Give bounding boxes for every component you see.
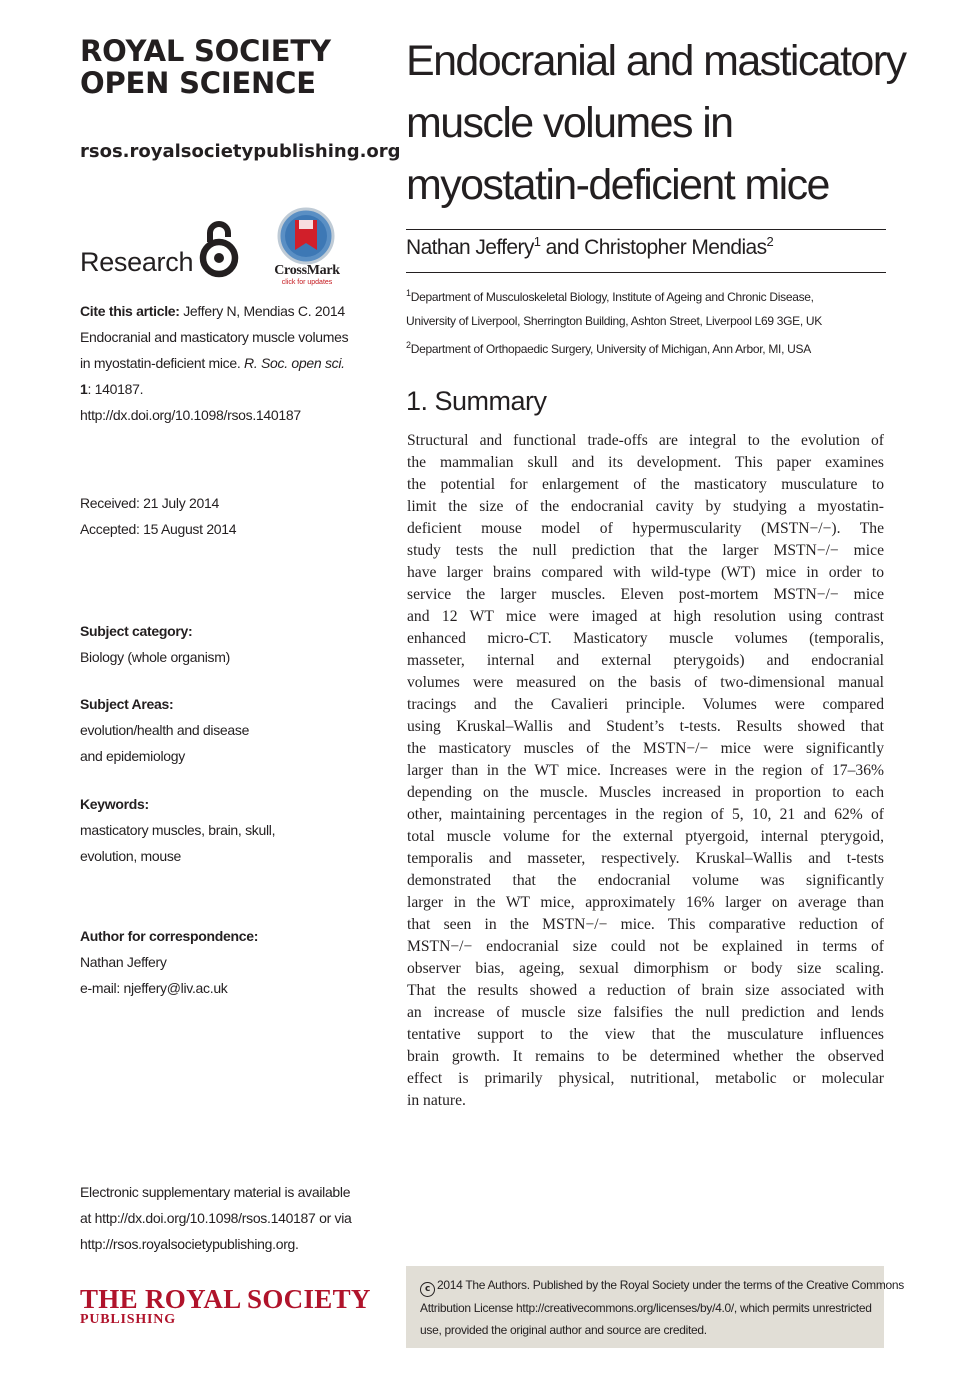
summary-line: the mammalian skull and its development. This paper examines xyxy=(407,454,884,471)
license-box xyxy=(406,1266,904,1348)
supplementary-note xyxy=(80,1179,352,1257)
affiliation-marker: 1 xyxy=(406,288,411,298)
open-access-lock-icon xyxy=(196,220,242,278)
author-name: Nathan Jeffery xyxy=(406,236,534,259)
license-line2[interactable]: Attribution License http://creativecommons.org/licenses/by/4.0/, which permits unrestricted xyxy=(420,1301,872,1315)
summary-line: Structural and functional trade-offs are integral to the evolution of xyxy=(407,432,884,449)
summary-line: tentative support to the view that the musculature influences xyxy=(407,1026,884,1043)
affiliation-marker: 2 xyxy=(406,340,411,350)
summary-line: depending on the muscle. Muscles increased in proportion to each xyxy=(407,784,884,801)
summary-line: larger in the WT mice, approximately 16% larger on average than xyxy=(407,894,884,911)
article-title xyxy=(406,30,906,216)
keywords-label: Keywords: xyxy=(80,796,149,812)
summary-line: and 12 WT mice were imaged at high resolution using contrast xyxy=(407,608,884,625)
journal-name-line1: ROYAL SOCIETY xyxy=(80,34,331,68)
correspondence-email-link[interactable]: njeffery@liv.ac.uk xyxy=(123,980,228,996)
correspondence-name: Nathan Jeffery xyxy=(80,954,167,970)
summary-line: MSTN−/− endocranial size could not be explained in terms of xyxy=(407,938,884,955)
summary-line: brain growth. It remains to be determined whether the observed xyxy=(407,1048,884,1065)
cite-volume: 1 xyxy=(80,381,88,397)
summary-line: other, maintaining percentages in the region of 5, 10, 21 and 62% of xyxy=(407,806,884,823)
summary-line: observer bias, ageing, sexual dimorphism or body size scaling. xyxy=(407,960,884,977)
email-label: e-mail: xyxy=(80,980,124,996)
license-line1: 2014 The Authors. Published by the Royal Society under the terms of the Creative Commons xyxy=(437,1278,904,1292)
title-line3: myostatin-deficient mice xyxy=(406,161,829,209)
summary-line: using Kruskal–Wallis and Student’s t-tests. Results showed that xyxy=(407,718,884,735)
cite-label: Cite this article: xyxy=(80,303,180,319)
author-affiliation-marker: 1 xyxy=(533,234,541,249)
subject-areas-line1: evolution/health and disease xyxy=(80,722,250,738)
correspondence-block xyxy=(80,923,258,1001)
summary-line: the masticatory muscles of the MSTN−/− mice were significantly xyxy=(407,740,884,757)
cite-authors: Jeffery N, Mendias C. 2014 xyxy=(179,303,345,319)
authors-divider xyxy=(406,272,886,273)
subject-areas-block xyxy=(80,691,249,769)
crossmark-label: CrossMark xyxy=(274,263,340,278)
summary-line: an increase of muscle size falsifies the null prediction and lends xyxy=(407,1004,884,1021)
author-list xyxy=(406,234,773,260)
publisher-logo-name: THE ROYAL SOCIETY xyxy=(80,1284,371,1314)
received-date: Received: 21 July 2014 xyxy=(80,495,219,511)
affiliation-1-line1: Department of Musculoskeletal Biology, Institute of Ageing and Chronic Disease, xyxy=(410,290,814,304)
keywords-line1: masticatory muscles, brain, skull, xyxy=(80,822,276,838)
copyright-icon: c xyxy=(420,1282,435,1297)
keywords-block xyxy=(80,791,275,869)
summary-line: deficient mouse model of hypermuscularity (MSTN−/−). The xyxy=(407,520,884,537)
affiliation-1 xyxy=(406,281,822,361)
summary-line: larger than in the WT mice. Increases were in the region of 17–36% xyxy=(407,762,884,779)
summary-paragraph xyxy=(407,430,884,1112)
summary-line: That the results showed a reduction of brain size associated with xyxy=(407,982,884,999)
subject-category-block xyxy=(80,618,230,670)
publisher-logo-sub: PUBLISHING xyxy=(80,1312,176,1327)
summary-line: the potential for enlargement of the masticatory musculature to xyxy=(407,476,884,493)
cite-doi-link[interactable]: http://dx.doi.org/10.1098/rsos.140187 xyxy=(80,407,301,423)
subject-category-value: Biology (whole organism) xyxy=(80,649,230,665)
author-affiliation-marker: 2 xyxy=(766,234,774,249)
summary-line: in nature. xyxy=(407,1092,466,1109)
author-name: Christopher Mendias xyxy=(584,236,767,259)
supplementary-line3[interactable]: http://rsos.royalsocietypublishing.org. xyxy=(80,1236,299,1252)
license-line3: use, provided the original author and source are credited. xyxy=(420,1323,707,1337)
summary-line: limit the size of the endocranial cavity by studying a myostatin- xyxy=(407,498,884,515)
journal-url[interactable]: rsos.royalsocietypublishing.org xyxy=(80,141,401,162)
title-line2: muscle volumes in xyxy=(406,99,733,147)
summary-line: service the larger muscles. Eleven post-mortem MSTN−/− mice xyxy=(407,586,884,603)
summary-line: masseter, internal and external pterygoids) and endocranial xyxy=(407,652,884,669)
summary-line: tracings and the Cavalieri principle. Volumes were compared xyxy=(407,696,884,713)
article-type-label: Research xyxy=(80,247,194,277)
summary-line: study tests the null prediction that the larger MSTN−/− mice xyxy=(407,542,884,559)
subject-areas-label: Subject Areas: xyxy=(80,696,174,712)
cite-title-line: Endocranial and masticatory muscle volumes xyxy=(80,329,349,345)
author-separator: and xyxy=(540,236,585,259)
cite-title-end: in myostatin-deficient mice. xyxy=(80,355,245,371)
accepted-date: Accepted: 15 August 2014 xyxy=(80,521,237,537)
section-heading-summary: 1. Summary xyxy=(406,386,547,416)
affiliation-1-line2: University of Liverpool, Sherrington Building, Ashton Street, Liverpool L69 3GE, UK xyxy=(406,314,823,328)
summary-line: volumes were measured on the basis of two-dimensional manual xyxy=(407,674,884,691)
summary-line: total muscle volume for the external ptyergoid, internal pterygoid, xyxy=(407,828,884,845)
cite-journal: R. Soc. open sci. xyxy=(244,355,345,371)
summary-line: enhanced micro-CT. Masticatory muscle volumes (temporalis, xyxy=(407,630,884,647)
crossmark-badge[interactable] xyxy=(271,207,343,289)
title-divider xyxy=(406,229,886,230)
summary-line: that seen in the MSTN−/− mice. This comparative reduction of xyxy=(407,916,884,933)
cite-article-number: : 140187. xyxy=(87,381,144,397)
journal-name-line2: OPEN SCIENCE xyxy=(80,66,316,100)
title-line1: Endocranial and masticatory xyxy=(406,37,906,85)
correspondence-label: Author for correspondence: xyxy=(80,928,259,944)
crossmark-icon xyxy=(277,207,335,265)
dates-block xyxy=(80,490,236,542)
citation-block xyxy=(80,298,348,428)
summary-line: effect is primarily physical, nutritional, metabolic or molecular xyxy=(407,1070,884,1087)
affiliation-2: Department of Orthopaedic Surgery, University of Michigan, Ann Arbor, MI, USA xyxy=(410,342,811,356)
subject-areas-line2: and epidemiology xyxy=(80,748,185,764)
summary-line: have larger brains compared with wild-type (WT) mice in order to xyxy=(407,564,884,581)
subject-category-label: Subject category: xyxy=(80,623,193,639)
supplementary-line2[interactable]: at http://dx.doi.org/10.1098/rsos.140187 or via xyxy=(80,1210,352,1226)
crossmark-sublabel: click for updates xyxy=(281,279,333,286)
summary-line: demonstrated that the endocranial volume was significantly xyxy=(407,872,884,889)
keywords-line2: evolution, mouse xyxy=(80,848,182,864)
supplementary-line1: Electronic supplementary material is available xyxy=(80,1184,351,1200)
summary-line: temporalis and masseter, respectively. Kruskal–Wallis and t-tests xyxy=(407,850,884,867)
